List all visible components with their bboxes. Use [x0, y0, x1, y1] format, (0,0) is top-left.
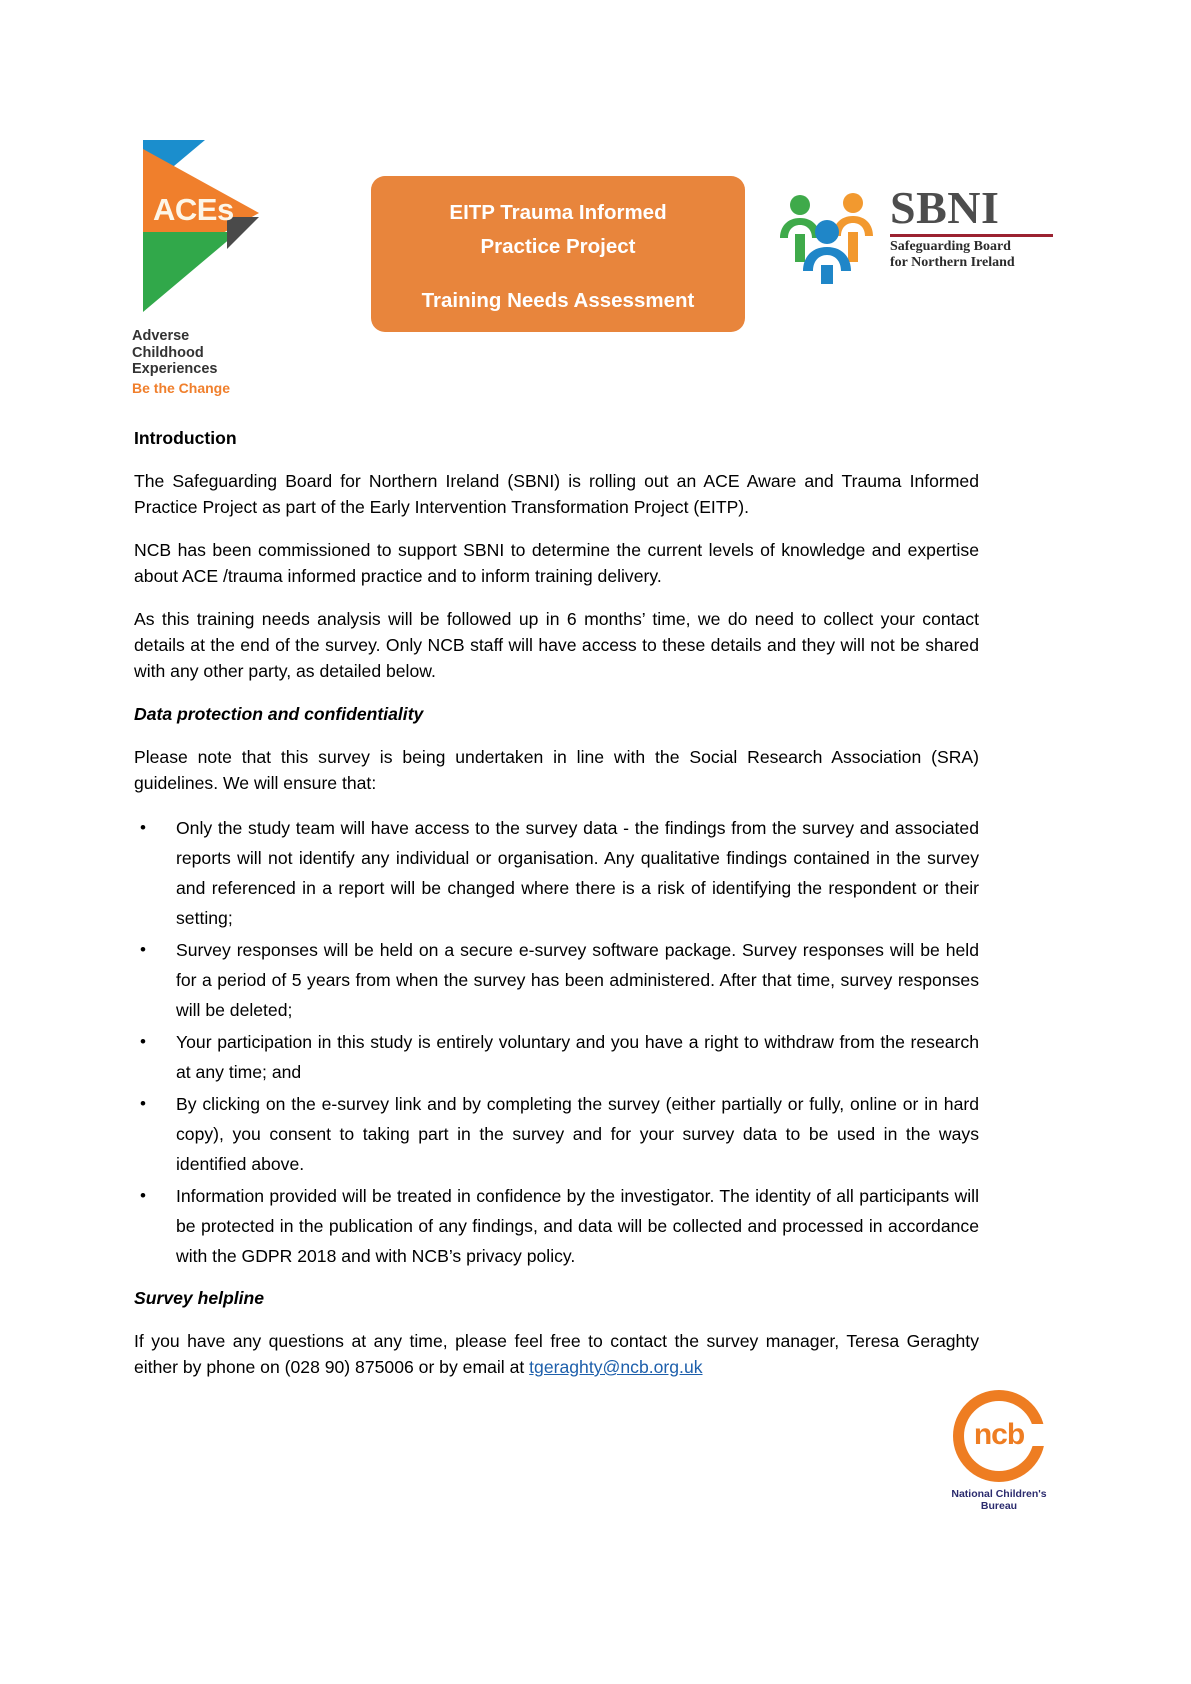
bullet-icon: • [140, 1032, 146, 1051]
title-line-2: Practice Project [480, 235, 636, 258]
survey-helpline-heading: Survey helpline [134, 1288, 265, 1308]
aces-caption-line-3: Experiences [132, 361, 218, 377]
ncb-logo [944, 1390, 1054, 1520]
bullet-icon: • [140, 1186, 146, 1205]
list-item [134, 813, 979, 933]
list-item-text: Information provided will be treated in confidence by the investigator. The identity of all participants will be protected in the publication of any findings, and data will be collected and processed in accordance with the GDPR 2018 and with NCB’s privacy policy. [176, 1186, 979, 1266]
ncb-logo-caption [944, 1488, 1054, 1512]
list-item [134, 935, 979, 1025]
list-item [134, 1089, 979, 1179]
list-item-text: By clicking on the e-survey link and by completing the survey (either partially or fully, online or in hard copy), you consent to taking part in the survey and for your survey data to be used in the ways identified above. [176, 1094, 979, 1174]
ncb-wordmark: ncb [973, 1418, 1025, 1451]
sbni-subtitle-line-1: Safeguarding Board [890, 239, 1011, 254]
helpline-text: If you have any questions at any time, please feel free to contact the survey manager, Teresa Geraghty either by phone on (028 90) 875006 or by email at [134, 1331, 979, 1377]
list-item [134, 1027, 979, 1087]
document-body [134, 425, 979, 1397]
sbni-text-block [890, 184, 1055, 271]
title-line-1: EITP Trauma Informed [449, 201, 667, 224]
data-protection-intro-paragraph: Please note that this survey is being undertaken in line with the Social Research Association (SRA) guidelines. We will ensure that: [134, 747, 979, 793]
aces-logo-mark [131, 140, 261, 320]
ncb-logo-ring [953, 1390, 1045, 1482]
data-protection-bullet-list [134, 813, 979, 1271]
list-item-text: Only the study team will have access to the survey data - the findings from the survey and associated reports will not identify any individual or organisation. Any qualitative findings contained in the survey and referenced in a report will be changed where there is a risk of identifying the respondent or their setting; [176, 818, 979, 928]
data-protection-heading: Data protection and confidentiality [134, 704, 424, 724]
introduction-paragraph-1: The Safeguarding Board for Northern Ireland (SBNI) is rolling out an ACE Aware and Trauma Informed Practice Project as part of the Early Intervention Transformation Project (EITP). [134, 471, 979, 517]
sbni-people-icon [778, 189, 883, 284]
ncb-caption-line-1: National Children's [951, 1488, 1047, 1500]
list-item-text: Survey responses will be held on a secure e-survey software package. Survey responses will be held for a period of 5 years from when the survey has been administered. After that time, survey responses will be deleted; [176, 940, 979, 1020]
document-header [0, 0, 1191, 400]
ncb-caption-line-2: Bureau [980, 1500, 1018, 1512]
bullet-icon: • [140, 1094, 146, 1113]
document-title-box [371, 176, 745, 332]
introduction-heading: Introduction [134, 428, 237, 448]
aces-logo [131, 140, 306, 396]
sbni-subtitle-line-2: for Northern Ireland [890, 255, 1015, 270]
bullet-icon: • [140, 818, 146, 837]
survey-helpline-paragraph [134, 1328, 979, 1380]
aces-tagline: Be the Change [132, 380, 231, 396]
aces-wordmark: ACEs [153, 192, 234, 227]
list-item [134, 1181, 979, 1271]
aces-logo-caption [132, 328, 217, 378]
helpline-email-link[interactable]: tgeraghty@ncb.org.uk [529, 1357, 703, 1377]
aces-caption-line-1: Adverse [132, 328, 190, 344]
sbni-wordmark: SBNI [890, 182, 1000, 233]
introduction-paragraph-3: As this training needs analysis will be followed up in 6 months’ time, we do need to collect your contact details at the end of the survey. Only NCB staff will have access to these details and they will not be shared with any other party, as detailed below. [134, 609, 979, 681]
bullet-icon: • [140, 940, 146, 959]
title-line-3: Training Needs Assessment [421, 289, 695, 312]
sbni-logo [778, 184, 1053, 289]
sbni-divider [890, 234, 1053, 237]
introduction-paragraph-2: NCB has been commissioned to support SBNI to determine the current levels of knowledge and expertise about ACE /trauma informed practice and to inform training delivery. [134, 540, 979, 586]
list-item-text: Your participation in this study is entirely voluntary and you have a right to withdraw from the research at any time; and [176, 1032, 979, 1082]
aces-green-triangle-icon [143, 232, 238, 312]
aces-caption-line-2: Childhood [132, 344, 204, 361]
